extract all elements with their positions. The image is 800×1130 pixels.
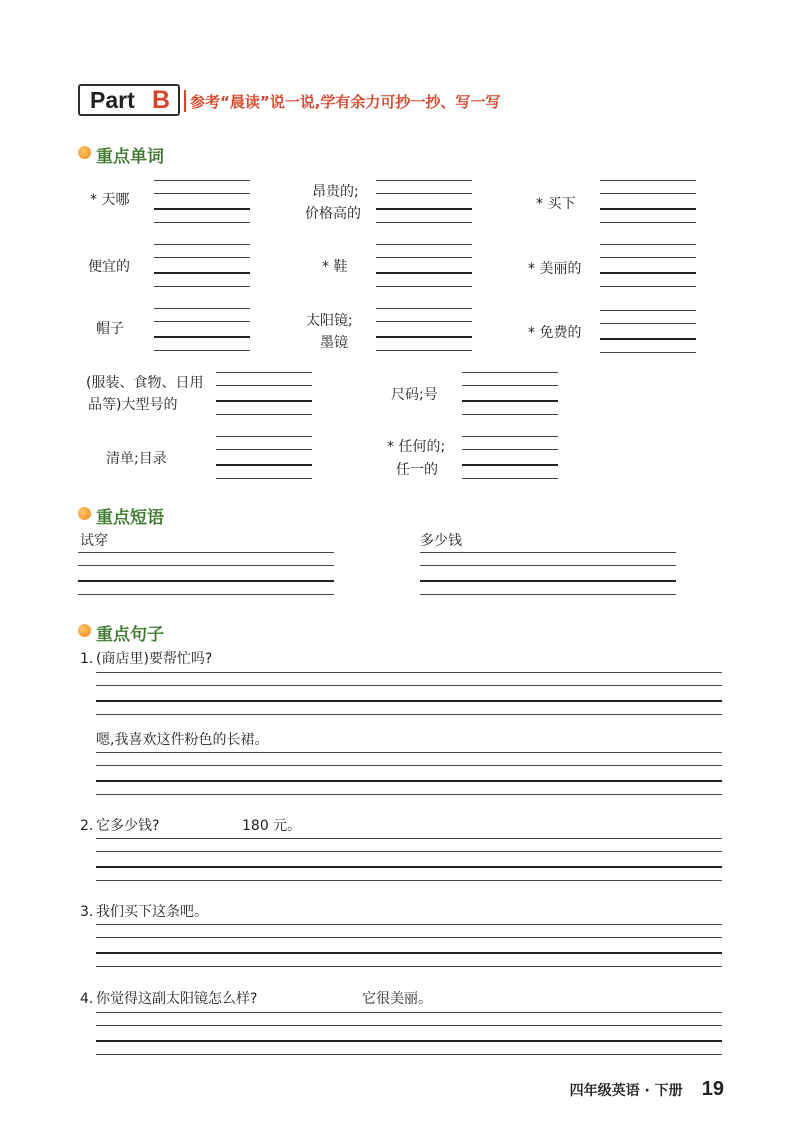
word-label: * 天哪 (90, 192, 130, 208)
writing-lines[interactable] (96, 924, 722, 968)
writing-lines[interactable] (462, 372, 558, 416)
part-header (78, 84, 548, 118)
writing-lines[interactable] (420, 552, 676, 596)
word-label: * 任何的; (387, 439, 446, 455)
writing-lines[interactable] (376, 180, 472, 224)
writing-lines[interactable] (216, 372, 312, 416)
writing-lines[interactable] (600, 180, 696, 224)
sentence-text: 嗯,我喜欢这件粉色的长裙。 (96, 732, 269, 748)
part-label-box (78, 84, 180, 116)
sentence-number: 3. (80, 904, 94, 920)
word-label: * 免费的 (528, 325, 582, 341)
word-label: * 买下 (536, 196, 576, 212)
sentence-number: 2. (80, 818, 94, 834)
word-label: 价格高的 (305, 206, 361, 222)
writing-lines[interactable] (96, 1012, 722, 1056)
page-footer (570, 1078, 724, 1101)
word-label: 品等)大型号的 (88, 397, 178, 413)
phrase-label: 多少钱 (420, 533, 462, 549)
writing-lines[interactable] (96, 672, 722, 716)
word-label: 清单;目录 (106, 451, 167, 467)
sentence-text: 180 元。 (242, 818, 302, 834)
section-title: 重点短语 (96, 508, 164, 528)
writing-lines[interactable] (376, 244, 472, 288)
part-bracket (180, 90, 186, 112)
sentence-text: 它很美丽。 (362, 991, 432, 1007)
sentence-text: 我们买下这条吧。 (96, 904, 208, 920)
word-label: * 美丽的 (528, 261, 582, 277)
writing-lines[interactable] (96, 838, 722, 882)
writing-lines[interactable] (78, 552, 334, 596)
bullet-dot-icon (78, 507, 91, 520)
word-label: * 鞋 (322, 259, 348, 275)
phrase-label: 试穿 (80, 533, 108, 549)
writing-lines[interactable] (154, 180, 250, 224)
word-label: 太阳镜; (306, 313, 353, 329)
word-label: 任一的 (396, 462, 438, 478)
sentence-text: 你觉得这副太阳镜怎么样? (96, 991, 258, 1007)
writing-lines[interactable] (600, 310, 696, 354)
sentence-text: (商店里)要帮忙吗? (96, 651, 213, 667)
sentence-number: 1. (80, 651, 94, 667)
word-label: 便宜的 (88, 259, 130, 275)
book-title: 四年级英语 · 下册 (569, 1083, 683, 1099)
word-label: 帽子 (96, 321, 124, 337)
word-label: 墨镜 (320, 335, 348, 351)
section-title: 重点单词 (96, 147, 164, 167)
part-word: Part (90, 87, 135, 113)
page-number: 19 (701, 1078, 724, 1100)
writing-lines[interactable] (154, 308, 250, 352)
part-instruction: 参考“晨读”说一说,学有余力可抄一抄、写一写 (190, 93, 501, 111)
sentence-number: 4. (80, 991, 94, 1007)
part-letter: B (152, 86, 171, 114)
bullet-dot-icon (78, 624, 91, 637)
section-title: 重点句子 (96, 625, 164, 645)
bullet-dot-icon (78, 146, 91, 159)
writing-lines[interactable] (376, 308, 472, 352)
writing-lines[interactable] (462, 436, 558, 480)
word-label: (服装、食物、日用 (86, 375, 204, 391)
writing-lines[interactable] (600, 244, 696, 288)
word-label: 昂贵的; (312, 184, 359, 200)
writing-lines[interactable] (96, 752, 722, 796)
writing-lines[interactable] (154, 244, 250, 288)
word-label: 尺码;号 (391, 387, 438, 403)
sentence-text: 它多少钱? (96, 818, 160, 834)
writing-lines[interactable] (216, 436, 312, 480)
